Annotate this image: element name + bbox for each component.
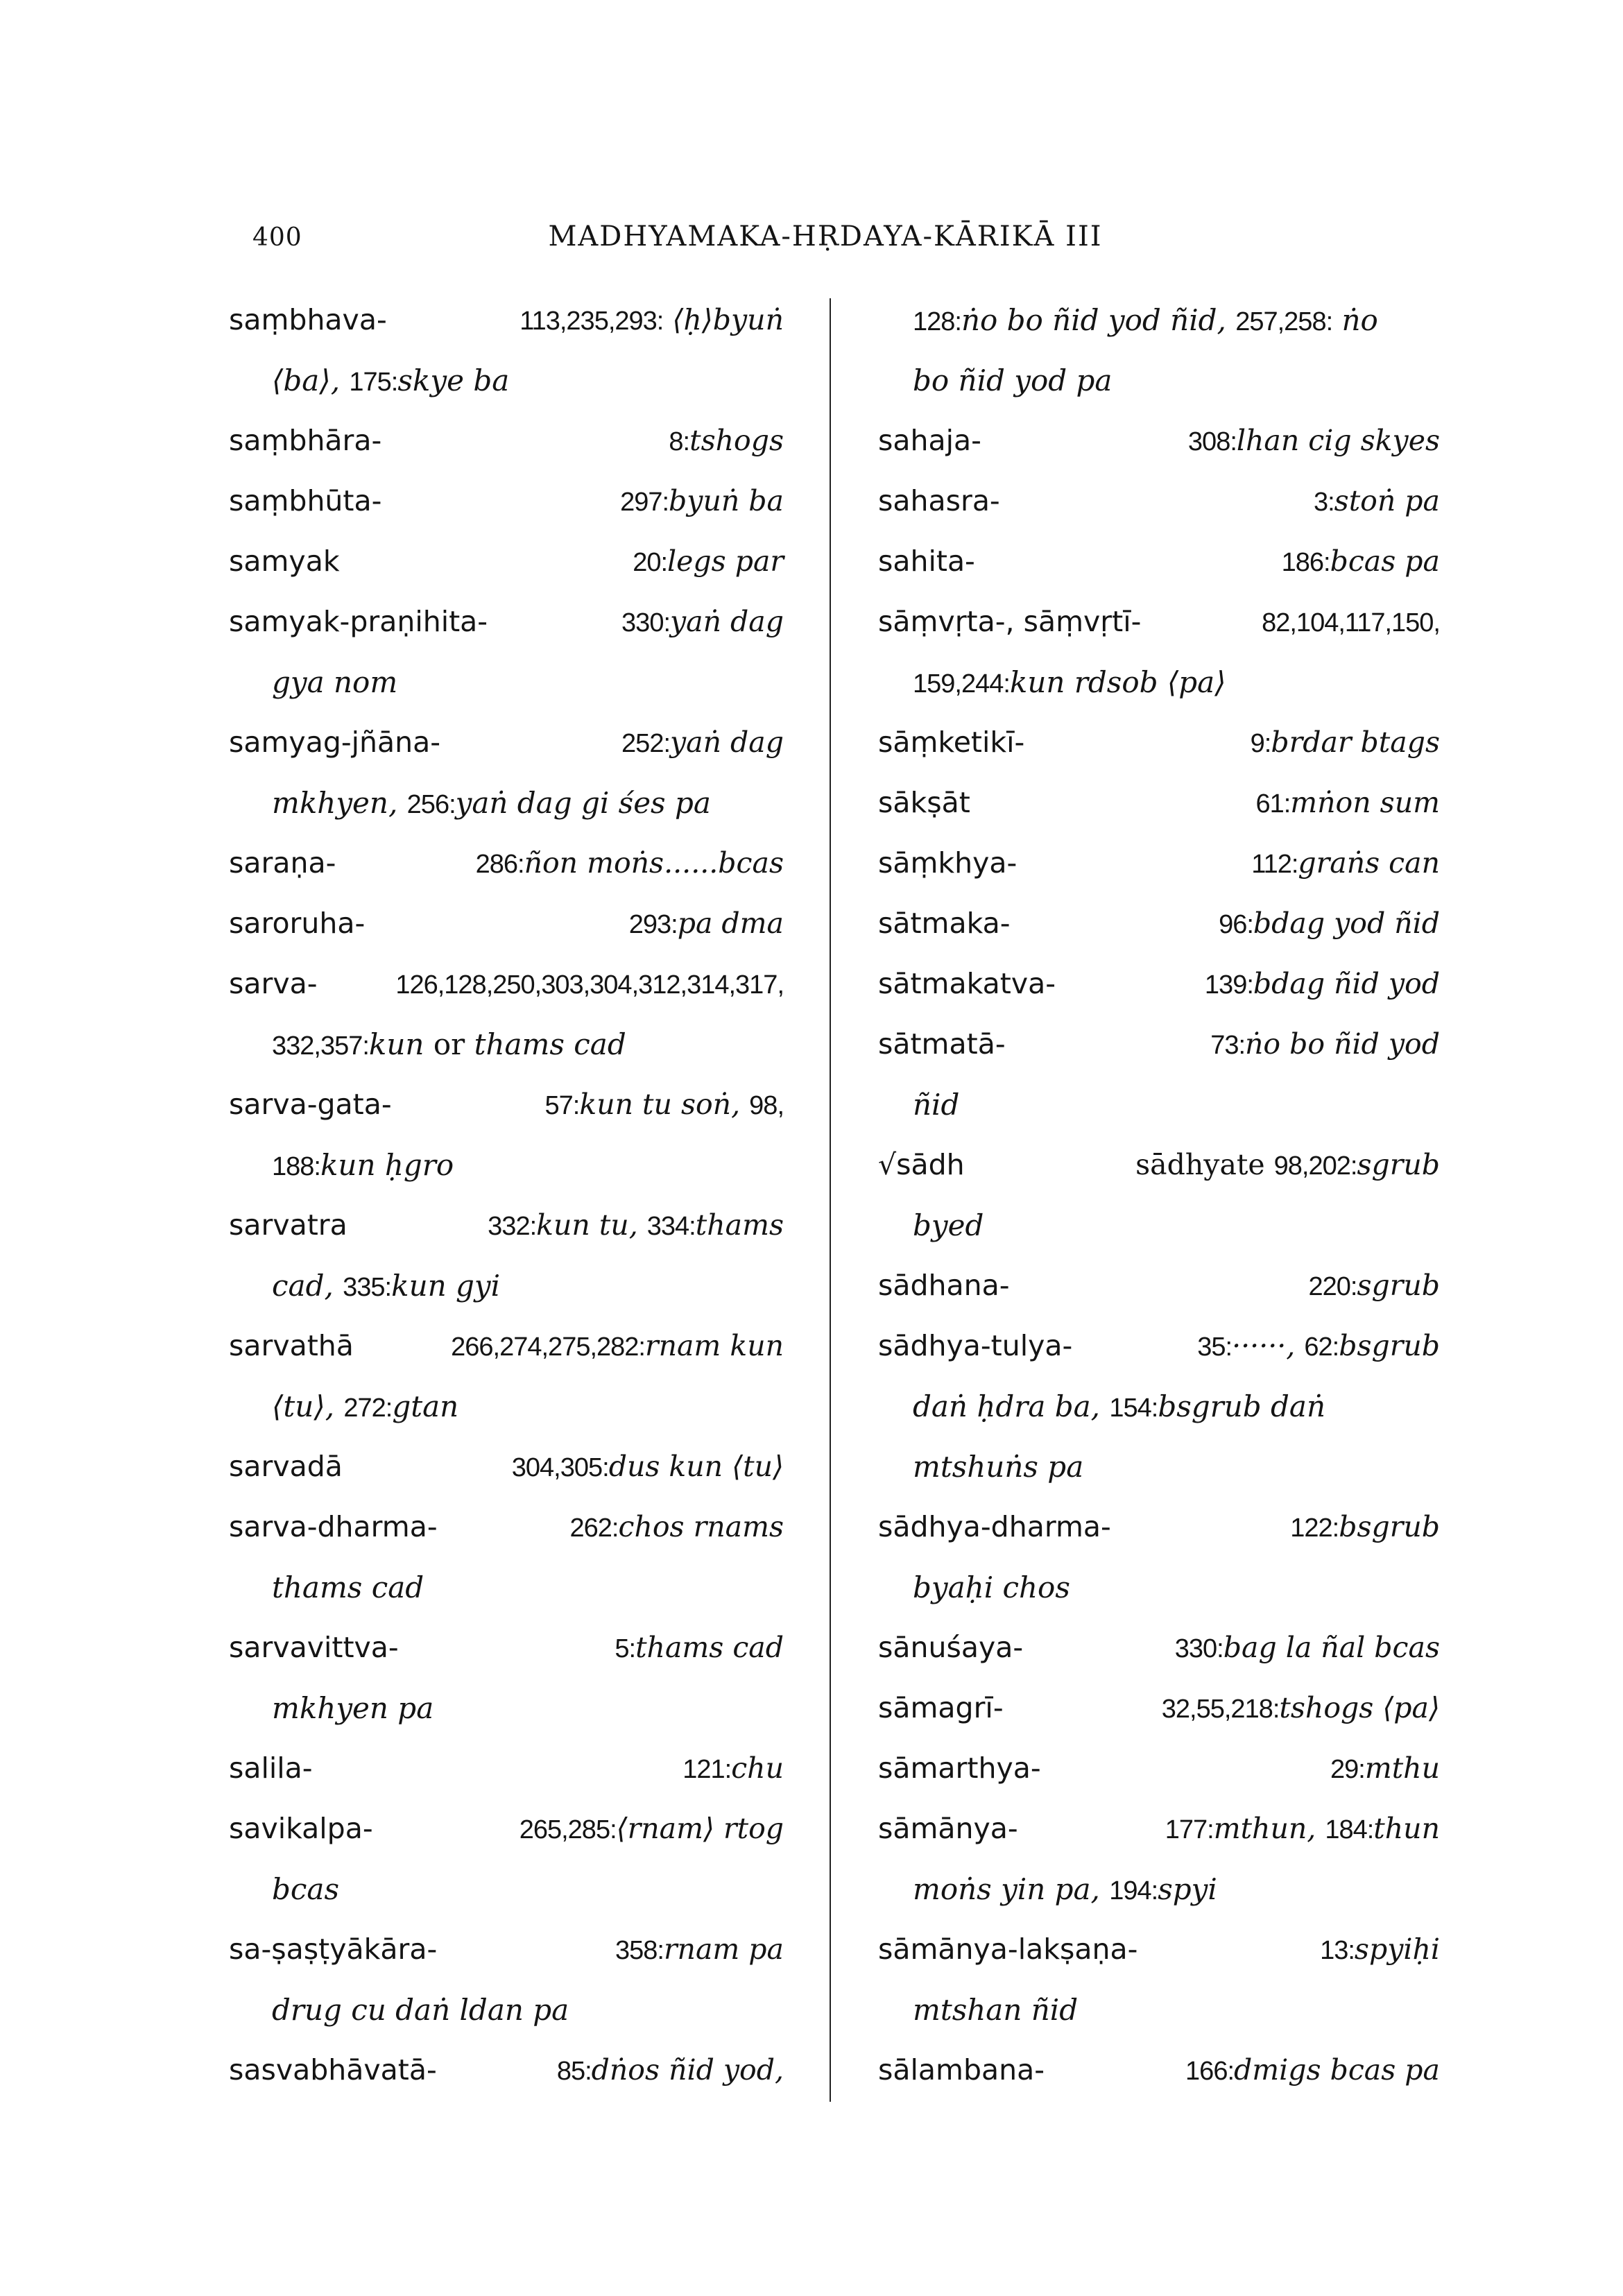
entry-headword: sahita- [878, 545, 975, 578]
entry-reference: 266,274,275,282:rnam kun [451, 1329, 784, 1362]
entry-headword: sādhya-dharma- [878, 1510, 1111, 1543]
running-title: MADHYAMAKA-HṚDAYA-KĀRIKĀ III [548, 221, 1103, 252]
dictionary-entry [878, 1316, 1440, 1376]
entry-reference: 332:kun tu, 334:thams [488, 1208, 784, 1242]
entry-headword: saṃbhava- [229, 303, 387, 336]
entry-headword: samyak-praṇihita- [229, 605, 488, 638]
entry-reference: 252:yaṅ dag [621, 726, 784, 759]
entry-continuation-line [229, 1678, 784, 1738]
entry-continuation-line [229, 1135, 784, 1195]
entry-reference: 8:tshogs [669, 424, 784, 457]
entry-headword: sasvabhāvatā- [229, 2053, 437, 2087]
entry-headword: sarva-gata- [229, 1088, 392, 1121]
entry-headword: sāmānya- [878, 1812, 1018, 1845]
dictionary-entry [878, 471, 1440, 531]
entry-reference: 293:pa dma [628, 907, 784, 940]
entry-reference: 32,55,218:tshogs ⟨pa⟩ [1161, 1691, 1440, 1724]
entry-continuation-line [878, 1376, 1440, 1437]
entry-continuation: mtshuṅs pa [913, 1450, 1084, 1484]
entry-headword: sahasra- [878, 484, 1000, 517]
entry-headword: sāmānya-lakṣaṇa- [878, 1933, 1138, 1966]
entry-continuation-line [878, 1859, 1440, 1919]
dictionary-entry [229, 833, 784, 893]
entry-reference: 73:ṅo bo ñid yod [1210, 1027, 1440, 1061]
entry-headword: saraṇa- [229, 846, 336, 880]
dictionary-entry [229, 531, 784, 592]
entry-continuation: ñid [913, 1088, 960, 1122]
entry-reference: 9:brdar btags [1250, 726, 1440, 759]
entry-headword: sālambana- [878, 2053, 1045, 2087]
entry-continuation: cad, 335:kun gyi [272, 1269, 501, 1303]
entry-reference: 330:bag la ñal bcas [1174, 1631, 1440, 1664]
entry-continuation: mkhyen, 256:yaṅ dag gi śes pa [272, 786, 711, 820]
entry-reference: 304,305:dus kun ⟨tu⟩ [511, 1450, 784, 1483]
entry-continuation: mkhyen pa [272, 1691, 434, 1725]
left-column [229, 290, 784, 2100]
dictionary-entry [878, 773, 1440, 833]
entry-reference: sādhyate 98,202:sgrub [1135, 1148, 1440, 1181]
dictionary-entry [229, 592, 784, 652]
entry-continuation: gya nom [272, 665, 398, 699]
entry-headword: sarvatra [229, 1208, 347, 1242]
entry-reference: 5:thams cad [615, 1631, 784, 1664]
entry-reference: 29:mthu [1330, 1751, 1440, 1785]
dictionary-entry [229, 1074, 784, 1135]
dictionary-entry [229, 712, 784, 773]
entry-headword: sāmarthya- [878, 1751, 1041, 1785]
entry-headword: salila- [229, 1751, 313, 1785]
entry-continuation-line [878, 1195, 1440, 1256]
dictionary-entry [878, 531, 1440, 592]
entry-headword: sānuśaya- [878, 1631, 1024, 1664]
entry-continuation: 159,244:kun rdsob ⟨pa⟩ [913, 665, 1226, 699]
entry-headword: √sādh [878, 1148, 965, 1181]
entry-reference: 286:ñon moṅs......bcas [475, 846, 784, 880]
dictionary-entry [878, 2040, 1440, 2100]
dictionary-entry [229, 2040, 784, 2100]
entry-continuation-line [878, 1980, 1440, 2040]
entry-continuation-line [229, 652, 784, 712]
entry-reference: 82,104,117,150, [1262, 608, 1440, 637]
dictionary-entry [878, 1618, 1440, 1678]
entry-headword: sāmagrī- [878, 1691, 1004, 1724]
dictionary-entry [229, 290, 784, 350]
entry-continuation-line [878, 1074, 1440, 1135]
dictionary-entry [229, 893, 784, 954]
entry-continuation-line [229, 773, 784, 833]
entry-reference: 265,285:⟨rnam⟩ rtog [519, 1812, 784, 1845]
entry-headword: saṃbhūta- [229, 484, 382, 517]
column-divider [830, 298, 831, 2102]
dictionary-entry [878, 1256, 1440, 1316]
entry-headword: samyak [229, 545, 340, 578]
entry-headword: sarvavittva- [229, 1631, 399, 1664]
right-column [878, 290, 1440, 2100]
entry-continuation-line [878, 290, 1440, 350]
entry-reference: 112:graṅs can [1251, 846, 1440, 880]
dictionary-entry [229, 1195, 784, 1256]
entry-reference: 220:sgrub [1308, 1269, 1440, 1302]
entry-headword: sāṃketikī- [878, 726, 1025, 759]
entry-continuation-line [878, 1557, 1440, 1618]
dictionary-entry [878, 833, 1440, 893]
entry-continuation-line [229, 1376, 784, 1437]
dictionary-entry [229, 471, 784, 531]
entry-reference: 35:······, 62:bsgrub [1197, 1329, 1440, 1362]
entry-headword: samyag-jñāna- [229, 726, 441, 759]
entry-reference: 122:bsgrub [1290, 1510, 1440, 1543]
dictionary-entry [878, 1678, 1440, 1738]
dictionary-entry [229, 1437, 784, 1497]
entry-continuation: ⟨tu⟩, 272:gtan [272, 1389, 459, 1423]
entry-continuation: bcas [272, 1872, 340, 1906]
entry-continuation-line [229, 1859, 784, 1919]
entry-continuation: 188:kun ḥgro [272, 1148, 454, 1182]
dictionary-entry [229, 1919, 784, 1980]
entry-continuation: 332,357:kun or thams cad [272, 1027, 626, 1061]
entry-continuation: byaḥi chos [913, 1570, 1070, 1604]
entry-headword: sādhana- [878, 1269, 1010, 1302]
dictionary-entry [229, 1497, 784, 1557]
entry-reference: 308:lhan cig skyes [1187, 424, 1440, 457]
entry-headword: sarva- [229, 967, 318, 1000]
entry-reference: 85:dṅos ñid yod, [556, 2053, 784, 2087]
dictionary-entry [878, 712, 1440, 773]
dictionary-entry [878, 592, 1440, 652]
entry-reference: 262:chos rnams [569, 1510, 784, 1543]
entry-headword: sādhya-tulya- [878, 1329, 1073, 1362]
entry-reference: 57:kun tu soṅ, 98, [544, 1088, 784, 1121]
entry-headword: sa-ṣaṣṭyākāra- [229, 1933, 438, 1966]
dictionary-entry [229, 1618, 784, 1678]
entry-headword: sātmakatva- [878, 967, 1056, 1000]
entry-headword: sarvathā [229, 1329, 354, 1362]
entry-reference: 297:byuṅ ba [620, 484, 784, 517]
entry-headword: sākṣāt [878, 786, 970, 819]
entry-continuation-line [229, 1557, 784, 1618]
dictionary-entry [878, 1738, 1440, 1799]
entry-reference: 358:rnam pa [615, 1933, 784, 1966]
dictionary-entry [878, 1014, 1440, 1074]
entry-continuation: daṅ ḥdra ba, 154:bsgrub daṅ [913, 1389, 1325, 1423]
dictionary-entry [878, 411, 1440, 471]
entry-continuation: drug cu daṅ ldan pa [272, 1993, 569, 2027]
dictionary-entry [229, 1738, 784, 1799]
entry-headword: sātmatā- [878, 1027, 1006, 1061]
dictionary-entry [878, 954, 1440, 1014]
entry-reference: 20:legs par [633, 545, 784, 578]
entry-headword: sāṃkhya- [878, 846, 1017, 880]
entry-continuation-line [229, 350, 784, 411]
entry-headword: saroruha- [229, 907, 366, 940]
entry-headword: saṃbhāra- [229, 424, 382, 457]
dictionary-entry [878, 1135, 1440, 1195]
dictionary-entry [878, 1799, 1440, 1859]
dictionary-entry [229, 954, 784, 1014]
entry-reference: 139:bdag ñid yod [1204, 967, 1440, 1000]
dictionary-entry [229, 1316, 784, 1376]
dictionary-entry [229, 1799, 784, 1859]
entry-continuation-line [229, 1014, 784, 1074]
entry-reference: 96:bdag yod ñid [1219, 907, 1440, 940]
entry-reference: 177:mthun, 184:thun [1165, 1812, 1440, 1845]
entry-headword: sarvadā [229, 1450, 343, 1483]
dictionary-entry [229, 411, 784, 471]
entry-continuation-line [878, 350, 1440, 411]
entry-headword: sarva-dharma- [229, 1510, 438, 1543]
entry-continuation: byed [913, 1208, 984, 1242]
entry-reference: 3:stoṅ pa [1313, 484, 1440, 517]
dictionary-entry [878, 1497, 1440, 1557]
entry-continuation: ⟨ba⟩, 175:skye ba [272, 363, 510, 397]
entry-continuation: mtshan ñid [913, 1993, 1079, 2027]
entry-continuation: moṅs yin pa, 194:spyi [913, 1872, 1217, 1906]
dictionary-entry [878, 1919, 1440, 1980]
entry-reference: 166:dmigs bcas pa [1185, 2053, 1440, 2087]
entry-continuation: bo ñid yod pa [913, 363, 1113, 397]
entry-headword: sāṃvṛta-, sāṃvṛtī- [878, 605, 1142, 638]
entry-continuation-line [878, 652, 1440, 712]
entry-headword: sātmaka- [878, 907, 1011, 940]
page-number: 400 [252, 223, 302, 252]
entry-continuation-line [229, 1980, 784, 2040]
dictionary-entry [878, 893, 1440, 954]
entry-reference: 13:spyiḥi [1320, 1933, 1440, 1966]
entry-headword: sahaja- [878, 424, 981, 457]
entry-continuation-line [878, 1437, 1440, 1497]
entry-continuation: 128:ṅo bo ñid yod ñid, 257,258: ṅo [913, 303, 1378, 337]
entry-reference: 126,128,250,303,304,312,314,317, [395, 970, 784, 1000]
entry-reference: 186:bcas pa [1281, 545, 1440, 578]
entry-headword: savikalpa- [229, 1812, 373, 1845]
entry-continuation: thams cad [272, 1570, 424, 1604]
entry-reference: 113,235,293: ⟨ḥ⟩byuṅ [519, 303, 784, 336]
entry-continuation-line [229, 1256, 784, 1316]
entry-reference: 121:chu [682, 1751, 784, 1785]
entry-reference: 330:yaṅ dag [621, 605, 784, 638]
entry-reference: 61:mṅon sum [1255, 786, 1440, 819]
